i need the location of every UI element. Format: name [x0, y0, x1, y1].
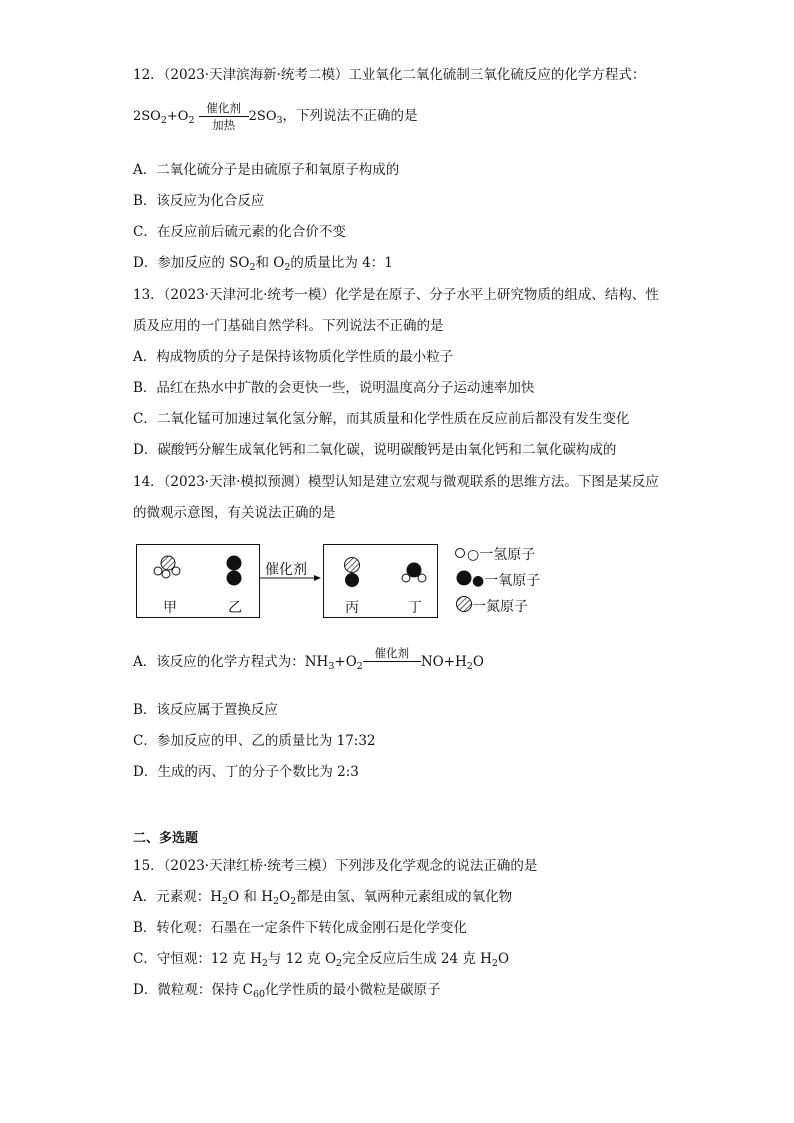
label-jia: 甲 — [163, 600, 177, 616]
q15-option-c: C．守恒观：12 克 $H_2$与 12 克 $O_2$完全反应后生成 24 克 $H_2O$ — [133, 951, 510, 969]
q13-stem-2: 质及应用的一门基础自然学科。下列说法不正确的是 — [133, 318, 444, 334]
q13-option-b: B．品红在热水中扩散的会更快一些，说明温度高分子运动速率加快 — [133, 380, 535, 396]
legend-hydrogen: ○一氢原子 — [467, 547, 536, 563]
q15-stem: 15．（2023·天津红桥·统考三模）下列涉及化学观念的说法正确的是 — [133, 858, 538, 874]
q14-stem-2: 的微观示意图，有关说法正确的是 — [133, 505, 336, 521]
q14-stem-1: 14．（2023·天津·模拟预测）模型认知是建立宏观与微观联系的思维方法。下图是某反应 — [133, 474, 659, 490]
nitrogen-atom-legend-icon — [457, 597, 472, 612]
oxygen-atom-legend-icon — [457, 571, 472, 586]
q13-option-c: C．二氧化锰可加速过氧化氢分解，而其质量和化学性质在反应前后都没有发生变化 — [133, 411, 630, 427]
q13-stem-1: 13．（2023·天津河北·统考一模）化学是在原子、分子水平上研究物质的组成、结构、性 — [133, 287, 659, 303]
diagram-arrow-label: 催化剂 — [265, 562, 307, 578]
q12-equation: $2SO_2+O_2$ $\frac{\text{催化剂}}{\text{加热}}$ $2SO_3$，下列说法不正确的是 — [133, 101, 418, 132]
q14-option-b: B．该反应属于置换反应 — [133, 702, 278, 718]
q15-option-a: A．元素观：$H_2O$ 和 $H_2O_2$都是由氢、氧两种元素组成的氧化物 — [133, 889, 513, 907]
label-bing: 丙 — [345, 600, 359, 616]
q14-option-a: A．该反应的化学方程式为：$NH_3+O_2$ 催化剂 $NO+H_2O$ — [133, 646, 484, 672]
q15-option-b: B．转化观：石墨在一定条件下转化成金刚石是化学变化 — [133, 920, 467, 936]
q12-stem: 12．（2023·天津滨海新·统考二模）工业氧化二氧化硫制三氧化硫反应的化学方程式： — [133, 67, 646, 83]
q12-option-c: C．在反应前后硫元素的化合价不变 — [133, 224, 346, 240]
section-title-multiple-choice: 二、多选题 — [133, 831, 199, 846]
q15-option-d: D．微粒观：保持 $C_{60}$化学性质的最小微粒是碳原子 — [133, 982, 441, 1000]
legend-nitrogen: 一氮原子 — [472, 599, 528, 615]
legend-oxygen: ●一氧原子 — [472, 573, 541, 589]
q12-option-b: B．该反应为化合反应 — [133, 193, 265, 209]
q13-option-a: A．构成物质的分子是保持该物质化学性质的最小粒子 — [133, 349, 454, 365]
q12-option-a: A．二氧化硫分子是由硫原子和氧原子构成的 — [133, 162, 400, 178]
label-ding: 丁 — [408, 600, 422, 616]
q14-reaction-condition: 催化剂 — [363, 646, 421, 663]
q14-option-c: C．参加反应的甲、乙的质量比为 17:32 — [133, 733, 376, 749]
q13-option-d: D．碳酸钙分解生成氧化钙和二氧化碳，说明碳酸钙是由氧化钙和二氧化碳构成的 — [133, 442, 617, 458]
label-yi: 乙 — [228, 600, 242, 616]
q14-option-d: D．生成的丙、丁的分子个数比为 2:3 — [133, 764, 359, 780]
hydrogen-atom-legend-icon — [456, 549, 465, 558]
q12-reaction-condition: $\frac{\text{催化剂}}{\text{加热}}$ — [199, 101, 249, 132]
q12-option-d: D．参加反应的 $SO_2$和 $O_2$的质量比为 4：1 — [133, 255, 393, 273]
